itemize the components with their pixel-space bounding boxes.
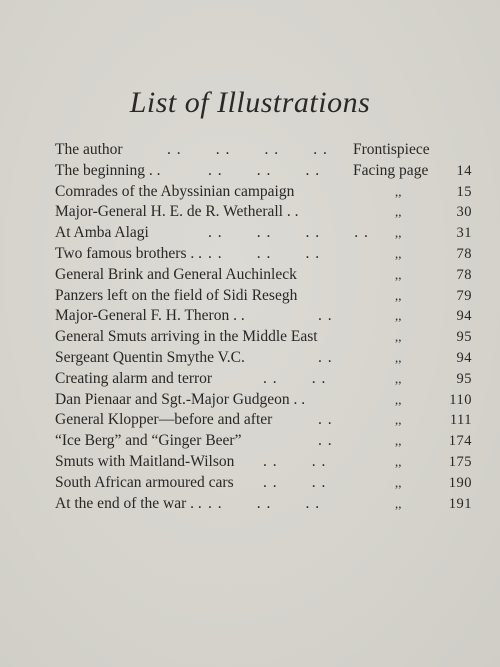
list-item — [55, 369, 475, 390]
page-number: 191 — [448, 495, 472, 512]
list-item — [55, 431, 475, 452]
illustration-caption: South African armoured cars — [55, 473, 234, 491]
page-number: 94 — [456, 308, 472, 325]
illustration-caption: General Smuts arriving in the Middle East — [55, 328, 318, 346]
leader-dots: . . . . . . . . — [167, 141, 328, 158]
ditto-mark: ,, — [395, 329, 402, 345]
illustration-caption: The beginning . . — [55, 161, 161, 179]
page-number: 190 — [448, 474, 472, 491]
leader-dots: . . . . . . — [208, 494, 321, 512]
page-number: 95 — [456, 370, 472, 387]
leader-dots: . . — [318, 307, 333, 325]
illustration-caption: Major-General H. E. de R. Wetherall . . — [55, 203, 299, 221]
list-item — [55, 473, 475, 494]
ditto-mark: ,, — [395, 266, 402, 282]
illustration-caption: Two famous brothers . . — [55, 244, 203, 262]
leader-dots: . . . . — [263, 369, 327, 387]
illustration-caption: The author — [55, 141, 123, 158]
list-item — [55, 244, 475, 265]
ditto-mark: ,, — [395, 391, 402, 407]
page-number: 174 — [448, 433, 472, 450]
ditto-mark: ,, — [395, 474, 402, 490]
leader-dots: . . — [318, 411, 333, 429]
leader-dots: . . — [318, 348, 333, 366]
illustration-caption: At the end of the war . . — [55, 494, 202, 512]
illustrations-list — [55, 140, 475, 514]
ditto-mark: ,, — [395, 204, 402, 220]
illustration-caption: Creating alarm and terror — [55, 369, 213, 387]
list-item — [55, 161, 475, 182]
list-item — [55, 327, 475, 348]
illustration-caption: “Ice Berg” and “Ginger Beer” — [55, 432, 242, 450]
page-number: 110 — [449, 391, 472, 408]
page-number: 31 — [456, 225, 472, 242]
ditto-mark: ,, — [395, 245, 402, 261]
illustration-caption: Major-General F. H. Theron . . — [55, 307, 245, 325]
page-number: 111 — [449, 412, 472, 429]
page-number: 15 — [456, 183, 472, 200]
facing-label: Frontispiece — [353, 141, 430, 158]
list-item — [55, 390, 475, 411]
page-number: 175 — [448, 453, 472, 470]
page-number: 94 — [456, 349, 472, 366]
leader-dots: . . — [318, 432, 333, 450]
ditto-mark: ,, — [395, 433, 402, 449]
list-item — [55, 182, 475, 203]
list-item — [55, 265, 475, 286]
leader-dots: . . . . — [263, 452, 327, 470]
illustration-caption: Comrades of the Abyssinian campaign — [55, 182, 295, 200]
illustration-caption: General Brink and General Auchinleck — [55, 265, 297, 283]
facing-label: Facing page — [353, 161, 429, 179]
illustration-caption: At Amba Alagi — [55, 224, 149, 242]
page-number: 78 — [456, 266, 472, 283]
list-item — [55, 202, 475, 223]
ditto-mark: ,, — [395, 287, 402, 303]
ditto-mark: ,, — [395, 308, 402, 324]
leader-dots: . . . . . . — [208, 244, 321, 262]
page-title: List of Illustrations — [129, 86, 371, 119]
ditto-mark: ,, — [395, 412, 402, 428]
ditto-mark: ,, — [395, 453, 402, 469]
illustration-caption: General Klopper—before and after — [55, 411, 273, 429]
list-item — [55, 306, 475, 327]
ditto-mark: ,, — [395, 183, 402, 199]
list-item — [55, 410, 475, 431]
list-item — [55, 494, 475, 515]
page-number: 79 — [456, 287, 472, 304]
ditto-mark: ,, — [395, 349, 402, 365]
list-item — [55, 223, 475, 244]
leader-dots: . . . . — [263, 473, 327, 491]
illustration-caption: Sergeant Quentin Smythe V.C. — [55, 348, 245, 366]
list-item — [55, 452, 475, 473]
illustration-caption: Smuts with Maitland-Wilson — [55, 452, 235, 470]
list-item — [55, 348, 475, 369]
page-number: 30 — [456, 204, 472, 221]
page-number: 95 — [456, 329, 472, 346]
illustration-caption: Dan Pienaar and Sgt.-Major Gudgeon . . — [55, 390, 306, 408]
illustration-caption: Panzers left on the field of Sidi Resegh — [55, 286, 298, 304]
ditto-mark: ,, — [395, 495, 402, 511]
list-item — [55, 140, 475, 161]
leader-dots: . . . . . . . . — [208, 224, 369, 242]
ditto-mark: ,, — [395, 225, 402, 241]
page-number: 14 — [456, 162, 472, 179]
ditto-mark: ,, — [395, 370, 402, 386]
list-item — [55, 286, 475, 307]
page-number: 78 — [456, 245, 472, 262]
leader-dots: . . . . . . — [208, 161, 321, 179]
